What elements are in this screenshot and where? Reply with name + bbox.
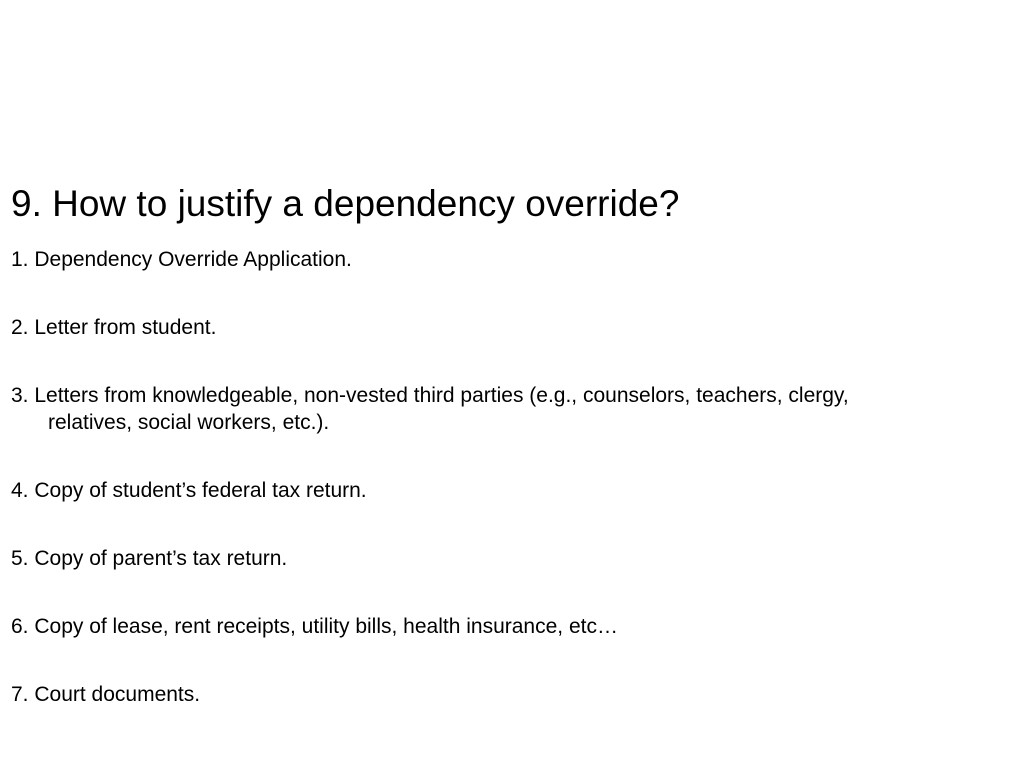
list-item-4: 4. Copy of student’s federal tax return. — [11, 479, 367, 502]
list-item-1: 1. Dependency Override Application. — [11, 248, 352, 271]
list-item-3: 3. Letters from knowledgeable, non-vested third parties (e.g., counselors, teachers, clergy, relatives, social workers, etc.). — [11, 384, 849, 434]
slide-title: 9. How to justify a dependency override? — [11, 183, 680, 224]
list-item-6: 6. Copy of lease, rent receipts, utility bills, health insurance, etc… — [11, 615, 618, 638]
requirements-list — [11, 246, 1011, 749]
list-item-5: 5. Copy of parent’s tax return. — [11, 547, 288, 570]
list-item-2: 2. Letter from student. — [11, 316, 217, 339]
list-item-7: 7. Court documents. — [11, 683, 201, 706]
